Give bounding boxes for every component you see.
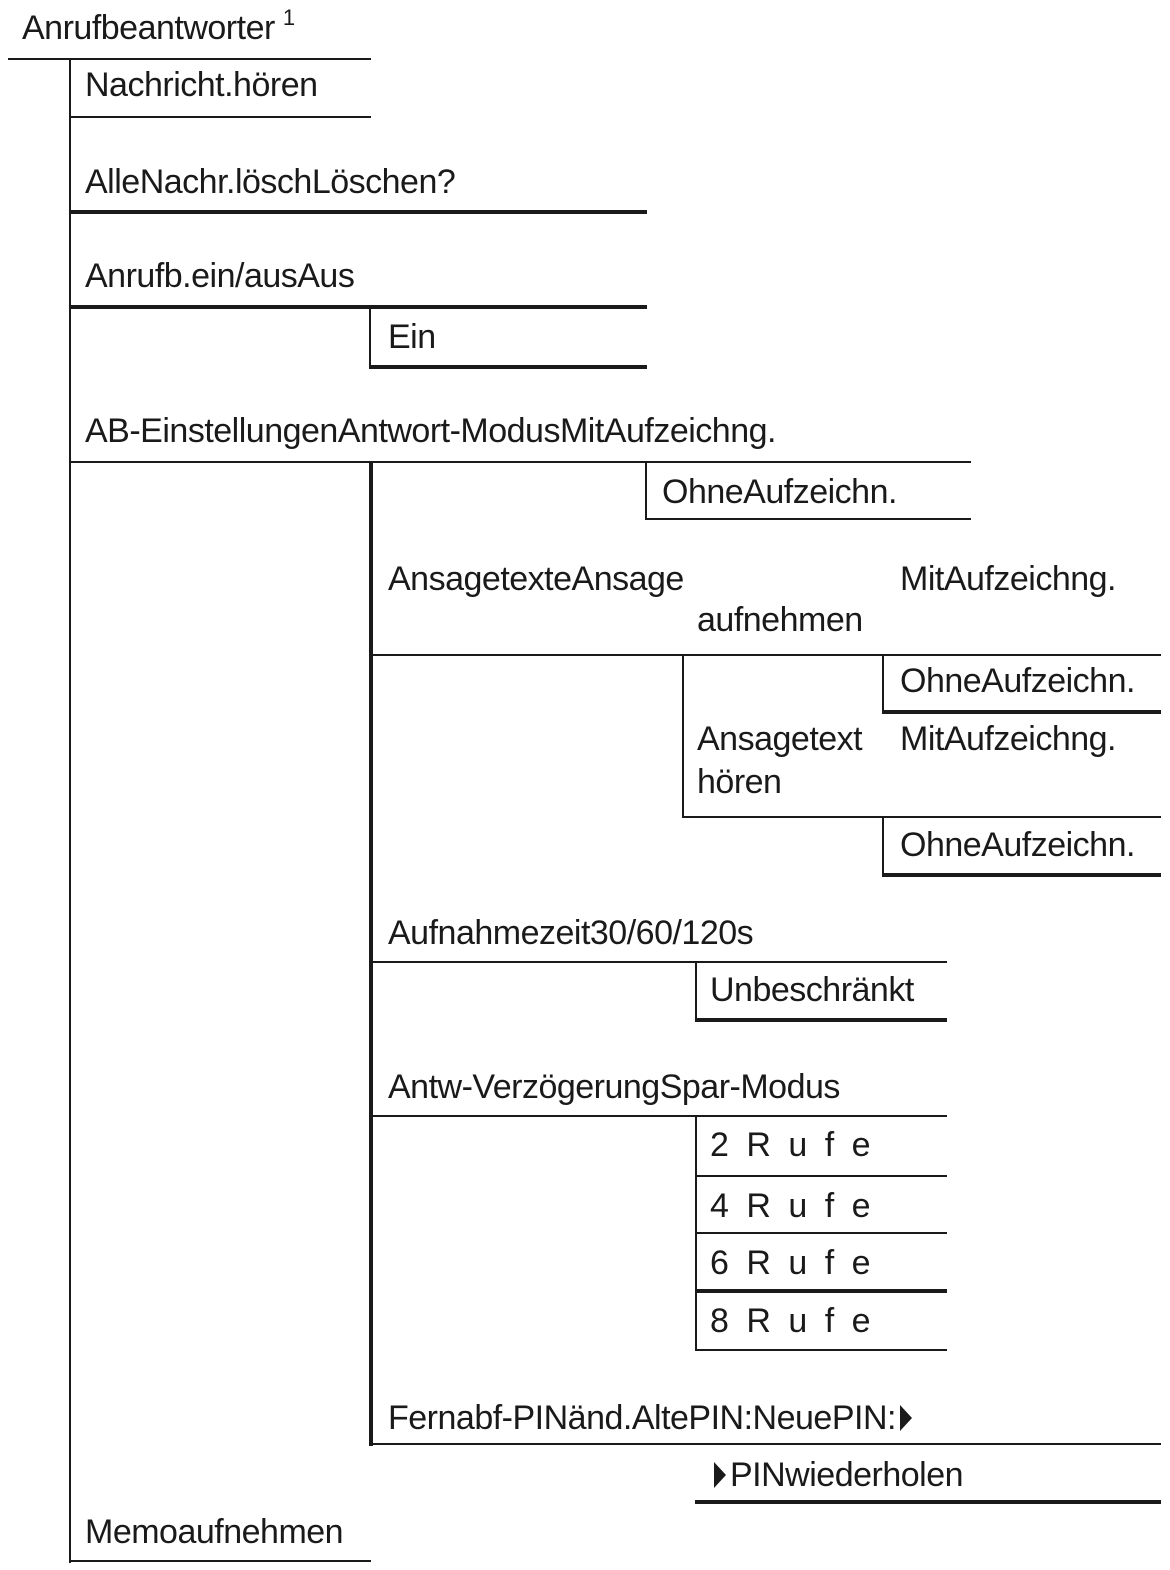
ansagetexte-branch-line: [682, 655, 684, 818]
mit-3-label: MitAufzeichng.: [900, 720, 1116, 758]
ansagetexte-label: AnsagetexteAnsage: [388, 560, 684, 598]
arrow-right-icon: [896, 1403, 916, 1433]
rufe-2-underline: [695, 1175, 947, 1177]
memo-underline: [69, 1560, 371, 1562]
fernabf-label: [388, 1398, 916, 1438]
mit-2-label: MitAufzeichng.: [900, 560, 1116, 598]
ohne-1-label: OhneAufzeichn.: [662, 473, 897, 511]
ansagetext-hoeren-branch-line: [882, 817, 884, 877]
nachricht-label: Nachricht.hören: [85, 66, 318, 104]
ansage-aufnehmen-branch-line: [882, 655, 884, 713]
ohne-1-underline: [645, 518, 971, 520]
antw-verzoegerung-underline: [369, 1115, 947, 1117]
rufe-4-underline: [695, 1232, 947, 1234]
rufe-6-underline: [695, 1289, 947, 1293]
antwort-modus-branch-line: [645, 462, 647, 520]
rufe-6-label: 6 R u f e: [710, 1244, 875, 1282]
ohne-3-underline: [882, 873, 1161, 877]
pin-wiederholen-underline: [695, 1500, 1161, 1504]
aufnahmezeit-underline: [369, 961, 947, 963]
ein-label: Ein: [388, 318, 436, 356]
pin-wiederholen-label: [710, 1455, 963, 1495]
rufe-8-label: 8 R u f e: [710, 1302, 875, 1340]
footnote-marker: 1: [282, 5, 295, 30]
hoeren-label: hören: [697, 763, 782, 801]
arrow-right-icon: [710, 1460, 730, 1490]
rufe-8-underline: [695, 1349, 947, 1351]
ohne-3-label: OhneAufzeichn.: [900, 826, 1135, 864]
ansagetext-label: Ansagetext: [697, 720, 863, 758]
unbeschraenkt-underline: [695, 1018, 947, 1022]
main-branch-line: [69, 58, 71, 1563]
ohne-2-underline: [882, 710, 1161, 714]
anrufb-underline: [69, 305, 647, 309]
root-text: Anrufbeantworter: [22, 9, 275, 47]
unbeschraenkt-label: Unbeschränkt: [710, 971, 914, 1009]
root-underline: [8, 58, 371, 60]
aufnehmen-label: aufnehmen: [697, 601, 863, 639]
antw-verzoegerung-label: Antw-VerzögerungSpar-Modus: [388, 1068, 840, 1106]
nachricht-underline: [69, 116, 371, 118]
ansagetext-hoeren-underline: [682, 816, 1161, 818]
ohne-2-topline: [882, 654, 1161, 656]
aufnahmezeit-branch-line: [695, 962, 697, 1022]
anrufb-label: Anrufb.ein/ausAus: [85, 257, 355, 295]
ab-einstellungen-branch-line: [369, 462, 373, 1446]
ein-underline: [369, 365, 647, 369]
ohne-2-label: OhneAufzeichn.: [900, 662, 1135, 700]
fernabf-text: Fernabf-PINänd.AltePIN:NeuePIN:: [388, 1399, 896, 1437]
anrufb-branch-line: [369, 306, 371, 368]
root-label: [22, 5, 295, 52]
ab-einstellungen-label: AB-EinstellungenAntwort-ModusMitAufzeichng.: [85, 412, 776, 450]
alle-nachr-label: AlleNachr.löschLöschen?: [85, 163, 456, 201]
pin-wiederholen-text: PINwiederholen: [730, 1456, 964, 1494]
aufnahmezeit-label: Aufnahmezeit30/60/120s: [388, 914, 754, 952]
rufe-2-label: 2 R u f e: [710, 1126, 875, 1164]
rufe-4-label: 4 R u f e: [710, 1187, 875, 1225]
memo-label: Memoaufnehmen: [85, 1513, 344, 1551]
alle-nachr-underline: [69, 210, 647, 214]
fernabf-underline: [369, 1443, 1161, 1445]
ab-einstellungen-underline: [69, 461, 971, 463]
